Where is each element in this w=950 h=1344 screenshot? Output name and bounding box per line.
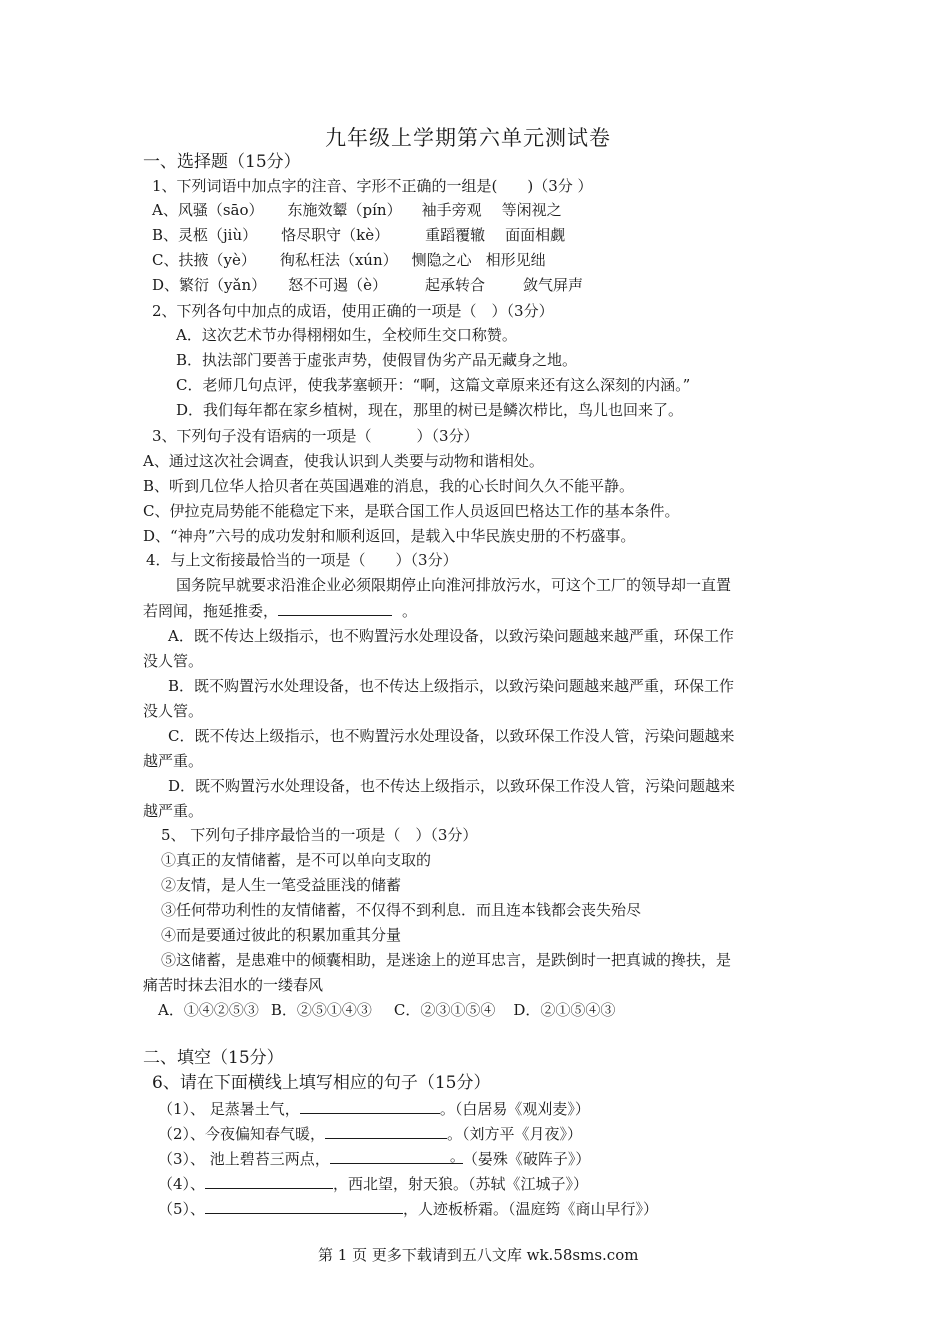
q3-option-b: B、听到几位华人拾贝者在英国遇难的消息，我的心长时间久久不能平静。 [143,477,635,495]
q1-c-word3: 恻隐之心 [411,251,472,269]
q5-options [158,1000,615,1020]
q3-option-a: A、通过这次社会调查，使我认识到人类要与动物和谐相处。 [143,452,544,470]
q6-item-5 [158,1198,658,1219]
q4-passage-end: 。 [402,602,418,620]
q6-item-5-pre: （5）、 [158,1200,206,1218]
q4-option-a-line1: A．既不传达上级指示，也不购置污水处理设备，以致污染问题越来越严重，环保工作 [168,627,734,645]
q6-item-1-post: 。（白居易《观刈麦》） [439,1100,590,1118]
q1-a-word1: A、风骚（sāo） [152,201,264,219]
q1-b-word1: B、灵柩（jiù） [152,226,258,244]
q6-item-4-blank[interactable] [205,1173,333,1189]
q1-a-word2: 东施效颦（pín） [287,201,402,219]
q5-sentence-1: ①真正的友情储蓄，是不可以单向支取的 [161,851,432,869]
q1-option-d [152,275,583,295]
q4-passage-line1: 国务院早就要求沿淮企业必须限期停止向淮河排放污水，可这个工厂的领导却一直置 [176,576,732,594]
q6-item-4-pre: （4）、 [158,1175,206,1193]
page-footer: 第 1 页 更多下载请到五八文库 wk.58sms.com [318,1246,639,1264]
q4-passage-text: 若罔闻，拖延推委， [143,602,279,620]
q4-option-c-line2: 越严重。 [143,752,204,770]
q5-sentence-5-line1: ⑤这储蓄，是患难中的倾囊相助，是迷途上的逆耳忠言，是跌倒时一把真诚的搀扶，是 [161,951,732,969]
q5-sentence-4: ④而是要通过彼此的积累加重其分量 [161,926,402,944]
q6-item-3-post: （晏殊《破阵子》） [462,1150,591,1168]
q1-a-word4: 等闲视之 [501,201,562,219]
q2-stem: 2、下列各句中加点的成语，使用正确的一项是（ ）（3分） [152,302,554,320]
q5-option-c: C．②③①⑤④ [393,1001,496,1019]
q4-option-a-line2: 没人管。 [143,652,204,670]
q6-item-3-blank[interactable] [330,1148,463,1164]
q1-option-a [152,200,562,220]
q6-item-2 [158,1123,582,1144]
q4-passage-line2 [143,600,417,621]
section2-heading: 二、填空（15分） [143,1048,284,1068]
q5-stem: 5、 下列句子排序最恰当的一项是（ ）（3分） [161,826,478,844]
page-title: 九年级上学期第六单元测试卷 [325,126,611,150]
q4-option-c-line1: C．既不传达上级指示，也不购置污水处理设备，以致环保工作没人管，污染问题越来 [168,727,735,745]
q1-c-word1: C、扶掖（yè） [152,251,256,269]
q6-item-2-blank[interactable] [325,1123,447,1139]
q4-answer-blank[interactable] [278,600,392,616]
q3-stem: 3、下列句子没有语病的一项是（ ）（3分） [152,427,479,445]
q4-option-b-line2: 没人管。 [143,702,204,720]
q6-item-3-period: 。 [449,1147,465,1165]
q5-sentence-2: ②友情，是人生一笔受益匪浅的储蓄 [161,876,402,894]
q1-b-word2: 恪尽职守（kè） [281,226,390,244]
q6-item-1-blank[interactable] [300,1098,440,1114]
q1-a-word3: 袖手旁观 [421,201,482,219]
q2-option-d: D．我们每年都在家乡植树，现在，那里的树已是鳞次栉比，鸟儿也回来了。 [176,401,684,419]
q1-stem: 1、下列词语中加点字的注音、字形不正确的一组是( )（3分 ） [152,177,593,195]
q6-item-3 [158,1148,590,1169]
q6-item-5-blank[interactable] [205,1198,403,1214]
q6-item-4 [158,1173,588,1194]
q1-b-word3: 重蹈覆辙 [425,226,486,244]
q5-sentence-3: ③任何带功利性的友情储蓄，不仅得不到利息．而且连本钱都会丧失殆尽 [161,901,642,919]
q6-item-5-post: ，人迹板桥霜。（温庭筠《商山早行》） [403,1200,659,1218]
q2-option-c: C．老师几句点评，使我茅塞顿开：“啊，这篇文章原来还有这么深刻的内涵。” [176,376,691,394]
q4-option-d-line2: 越严重。 [143,802,204,820]
q3-option-d: D、“神舟”六号的成功发射和顺利返回，是载入中华民族史册的不朽盛事。 [143,527,636,545]
q5-option-a: A．①④②⑤③ [158,1001,259,1019]
q5-option-d: D．②①⑤④③ [513,1001,616,1019]
q4-stem: 4．与上文衔接最恰当的一项是（ ）（3分） [146,551,458,569]
q4-option-b-line1: B．既不购置污水处理设备，也不传达上级指示，以致污染问题越来越严重，环保工作 [168,677,735,695]
q6-item-3-pre: （3）、 池上碧苔三两点， [158,1150,330,1168]
q6-item-4-post: ，西北望，射天狼。（苏轼《江城子》） [333,1175,589,1193]
q4-option-d-line1: D．既不购置污水处理设备，也不传达上级指示，以致环保工作没人管，污染问题越来 [168,777,736,795]
q2-option-b: B．执法部门要善于虚张声势，使假冒伪劣产品无藏身之地。 [176,351,578,369]
q6-item-1-pre: （1）、 足蒸暑土气， [158,1100,300,1118]
q6-item-1 [158,1098,590,1119]
q1-b-word4: 面面相觑 [505,226,566,244]
q1-c-word2: 徇私枉法（xún） [279,251,398,269]
q1-option-c [152,250,546,270]
q1-d-word3: 起承转合 [425,276,486,294]
q6-item-2-post: 。（刘方平《月夜》） [447,1125,583,1143]
q1-d-word1: D、繁衍（yǎn） [152,276,267,294]
q1-d-word4: 敛气屏声 [523,276,584,294]
q3-option-c: C、伊拉克局势能不能稳定下来，是联合国工作人员返回巴格达工作的基本条件。 [143,502,680,520]
q6-item-2-pre: （2）、今夜偏知春气暖， [158,1125,326,1143]
q2-option-a: A．这次艺术节办得栩栩如生，全校师生交口称赞。 [176,326,517,344]
q1-option-b [152,225,565,245]
q1-c-word4: 相形见绌 [485,251,546,269]
q5-option-b: B．②⑤①④③ [270,1001,372,1019]
q5-sentence-5-line2: 痛苦时抹去泪水的一缕春风 [143,976,324,994]
section1-heading: 一、选择题（15分） [143,152,301,172]
q6-stem: 6、请在下面横线上填写相应的句子（15分） [152,1073,491,1093]
q1-d-word2: 怒不可遏（è） [288,276,387,294]
